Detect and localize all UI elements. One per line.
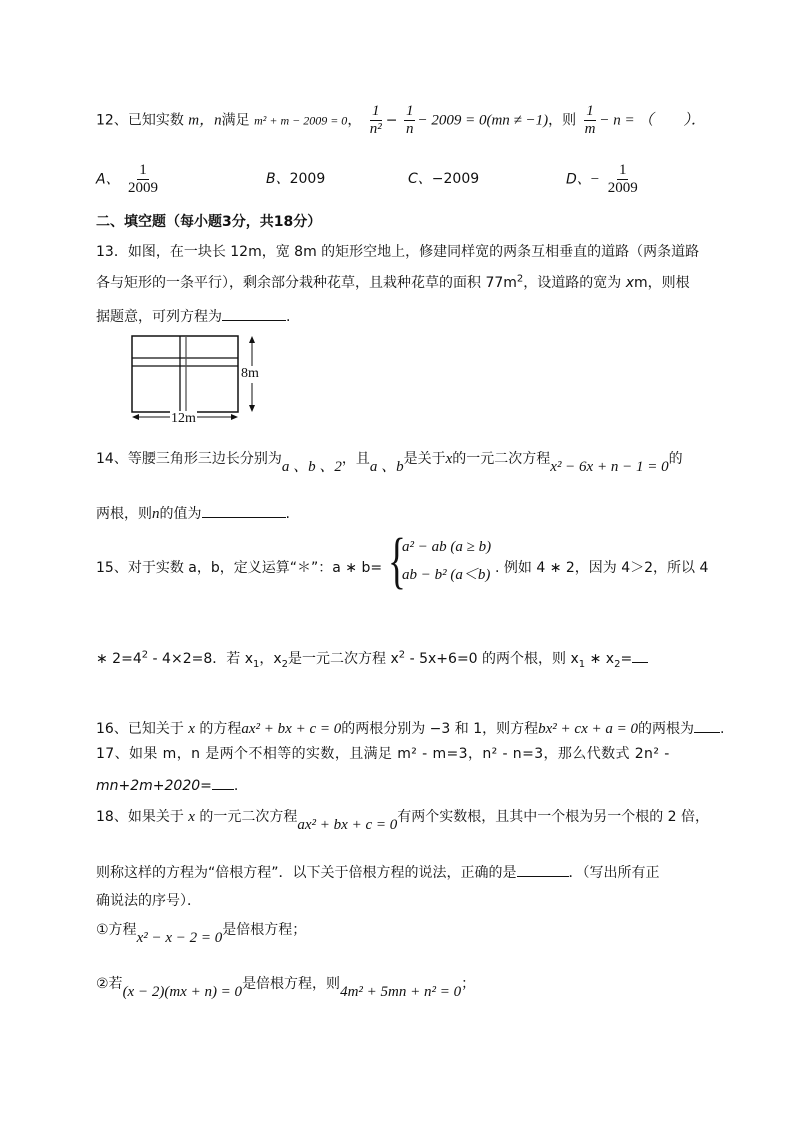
q14-sides: a 、b 、2 <box>281 459 342 475</box>
q12-eq1: m² + m − 2009 = 0 <box>254 113 348 128</box>
answer-blank[interactable] <box>202 503 286 518</box>
q14-ab: a 、b <box>369 459 404 475</box>
q16-eq2: bx² + cx + a = 0 <box>538 721 638 737</box>
q14-line2-b: 的值为 <box>159 506 202 522</box>
answer-blank[interactable] <box>517 862 569 877</box>
q12-vars: m，n <box>188 112 222 129</box>
option-c-value: −2009 <box>431 171 480 187</box>
q14-text4: 的一元二次方程 <box>452 451 551 467</box>
q17-line1: 17、如果 m，n 是两个不相等的实数，且满足 m² - m=3，n² - n=3，那么代数式 2n² - <box>96 746 670 762</box>
q18-text1: 18、如果关于 <box>96 809 189 825</box>
q18-text3: 有两个实数根，且其中一个根为另一个根的 2 倍， <box>397 809 710 825</box>
q15-line1-tail: . 例如 4 ∗ 2，因为 4＞2，所以 4 <box>495 560 709 576</box>
q14-line2-text: 两根，则 <box>96 506 152 522</box>
q13-line2-sup: 2 <box>516 273 524 285</box>
q18-item2-eq2: 4m² + 5mn + n² = 0 <box>340 984 462 1000</box>
q12-option-d <box>566 163 642 196</box>
q16-eq1: ax² + bx + c = 0 <box>241 721 342 737</box>
option-a-den: 2009 <box>128 179 159 196</box>
q13-line2-c: m，则根 <box>634 275 690 291</box>
q13-line2-a: 各与矩形的一条平行），剩余部分栽种花草，且栽种花草的面积 77m <box>96 275 517 291</box>
q12-number: 12、 <box>96 112 128 129</box>
figure-label-height: 8m <box>241 366 259 381</box>
piecewise-brace: { <box>388 527 406 595</box>
q13-line2 <box>96 275 690 292</box>
option-d-label: D、 <box>566 171 591 188</box>
q14-equation: x² − 6x + n − 1 = 0 <box>550 459 669 475</box>
q13-line2-b: ，设道路的宽为 <box>523 275 626 291</box>
q15-case2: ab − b² (a＜b) <box>402 567 491 583</box>
q12-eq3-tail: − n = （ ）． <box>599 112 706 129</box>
q18-line1 <box>96 808 710 833</box>
q12-text: 已知实数 <box>127 112 184 129</box>
q18-line2-text: 则称这样的方程为“倍根方程”．以下关于倍根方程的说法，正确的是 <box>96 865 517 881</box>
q18-item1-eq: x² − x − 2 = 0 <box>136 930 223 946</box>
q12-frac2-num: 1 <box>405 103 414 119</box>
q15-line2-b: - 4×2=8．若 x <box>148 651 253 667</box>
width-arrow-right <box>231 414 238 420</box>
field-rectangle <box>132 336 238 412</box>
q12-comma: ， <box>347 112 362 129</box>
q12-text2: 满足 <box>221 112 250 129</box>
q15-line2-e: - 5x+6=0 的两个根，则 x <box>405 651 579 667</box>
q17-line2 <box>96 775 238 795</box>
q13-line1: 13．如图，在一块长 12m，宽 8m 的矩形空地上，修建同样宽的两条互相垂直的道路（两条道路 <box>96 244 700 260</box>
q12-frac3-den: m <box>584 120 596 137</box>
q15-line2-c: ，x <box>259 651 282 667</box>
q12-option-a <box>96 163 162 196</box>
q12-frac3 <box>583 104 598 137</box>
q18-item1 <box>96 921 307 946</box>
q14-line1 <box>96 450 683 475</box>
width-arrow-left <box>132 414 139 420</box>
q12-frac2-den: n <box>405 120 414 137</box>
q12-option-b <box>266 171 325 188</box>
q18-line3: 确说法的序号）． <box>96 893 201 909</box>
q12-frac1-num: 1 <box>372 103 380 119</box>
q15-line2-g: = <box>620 651 633 667</box>
option-d-den: 2009 <box>607 179 638 196</box>
q13-line3 <box>96 306 290 326</box>
q18-item2 <box>96 975 476 1000</box>
q18-text2: 的一元二次方程 <box>194 809 298 825</box>
q14-var-n: n <box>152 506 160 522</box>
q16-text1: 16、已知关于 <box>96 721 189 737</box>
q18-line2 <box>96 862 660 882</box>
q13-line3-text: 据题意，可列方程为 <box>96 309 222 325</box>
option-d-num: 1 <box>618 162 627 178</box>
option-b-value: 2009 <box>289 171 326 187</box>
q12-frac1 <box>368 104 384 137</box>
q15-case1: a² − ab (a ≥ b) <box>402 539 492 555</box>
q15-sub3: 1 <box>578 658 586 670</box>
q15-sub2: 2 <box>281 658 289 670</box>
section-title: 二、填空题（每小题3分，共18分） <box>96 214 322 230</box>
q16-var-x: x <box>188 721 195 737</box>
option-d-sign: − <box>590 171 600 188</box>
height-arrow-top <box>249 336 255 343</box>
q15-line2-a: ∗ 2=4 <box>96 651 142 667</box>
q16-text4: 的两根为 <box>637 721 694 737</box>
q15-line2-sup: 2 <box>141 649 149 661</box>
q15-line2-f: ∗ x <box>585 651 615 667</box>
answer-blank[interactable] <box>222 306 286 321</box>
q18-line2-end: ．（写出所有正 <box>568 865 660 881</box>
q14-line2-end: . <box>285 506 290 522</box>
q12-eq2-tail: − 2009 = 0(mn ≠ −1) <box>417 112 549 129</box>
q15-line1-lead: 15、对于实数 a，b，定义运算“＊”：a ∗ b= <box>96 560 383 576</box>
q13-line3-end: . <box>286 309 291 325</box>
q15-line2-sup2: 2 <box>398 649 406 661</box>
answer-blank[interactable] <box>212 775 234 790</box>
q14-var-x: x <box>445 451 453 467</box>
q15-line2 <box>96 648 648 668</box>
q18-item2-end: ； <box>461 976 476 992</box>
q16-text2: 的方程 <box>194 721 242 737</box>
q12-text3: ，则 <box>548 112 577 129</box>
q12-option-c <box>408 171 479 188</box>
q18-item2-a: ②若 <box>96 976 123 992</box>
q18-equation: ax² + bx + c = 0 <box>297 817 398 833</box>
q15-line2-d: 是一元二次方程 x <box>288 651 399 667</box>
answer-blank[interactable] <box>632 648 648 663</box>
q18-item1-a: ①方程 <box>96 922 137 938</box>
height-arrow-bottom <box>249 405 255 412</box>
q12-frac2 <box>404 104 416 137</box>
q18-item2-eq: (x − 2)(mx + n) = 0 <box>122 984 243 1000</box>
option-b-label: B、 <box>266 171 290 187</box>
q16-end: . <box>719 721 725 737</box>
option-a-label: A、 <box>96 171 120 188</box>
q12-frac1-den: n² <box>369 120 382 137</box>
q16-line <box>96 718 724 738</box>
q17-line2-text: mn+2m+2020= <box>96 778 212 794</box>
q17-line2-end: . <box>233 778 239 794</box>
q12-stem: 12、已知实数 m，n满足 m² + m − 2009 = 0， $\frac{1}{\text{n²}}$ − $\frac{1}{n}$ − 2009 = 0(mn ≠ −1)，则 $\frac{1}{m}$ − n = （ ）． <box>96 103 706 137</box>
q12-frac3-num: 1 <box>586 103 594 119</box>
option-d-frac <box>606 163 640 196</box>
q16-text3: 的两根分别为 −3 和 1，则方程 <box>341 721 539 737</box>
option-c-label: C、 <box>408 171 432 187</box>
q18-item1-b: 是倍根方程； <box>222 922 307 938</box>
option-a-frac <box>126 163 160 196</box>
q14-text5: 的 <box>668 451 683 467</box>
q14-text2: ，且 <box>341 451 370 467</box>
q18-item2-b: 是倍根方程，则 <box>242 976 341 992</box>
q14-line2 <box>96 503 290 523</box>
q14-text1: 14、等腰三角形三边长分别为 <box>96 451 282 467</box>
figure-label-width: 12m <box>171 411 196 426</box>
option-a-num: 1 <box>139 162 147 178</box>
answer-blank[interactable] <box>694 718 720 733</box>
q15-sub4: 2 <box>614 658 621 670</box>
q13-var-x: x <box>625 275 635 291</box>
q14-text3: 是关于 <box>403 451 446 467</box>
q18-var-x: x <box>188 809 195 825</box>
q15-sub1: 1 <box>252 658 260 670</box>
